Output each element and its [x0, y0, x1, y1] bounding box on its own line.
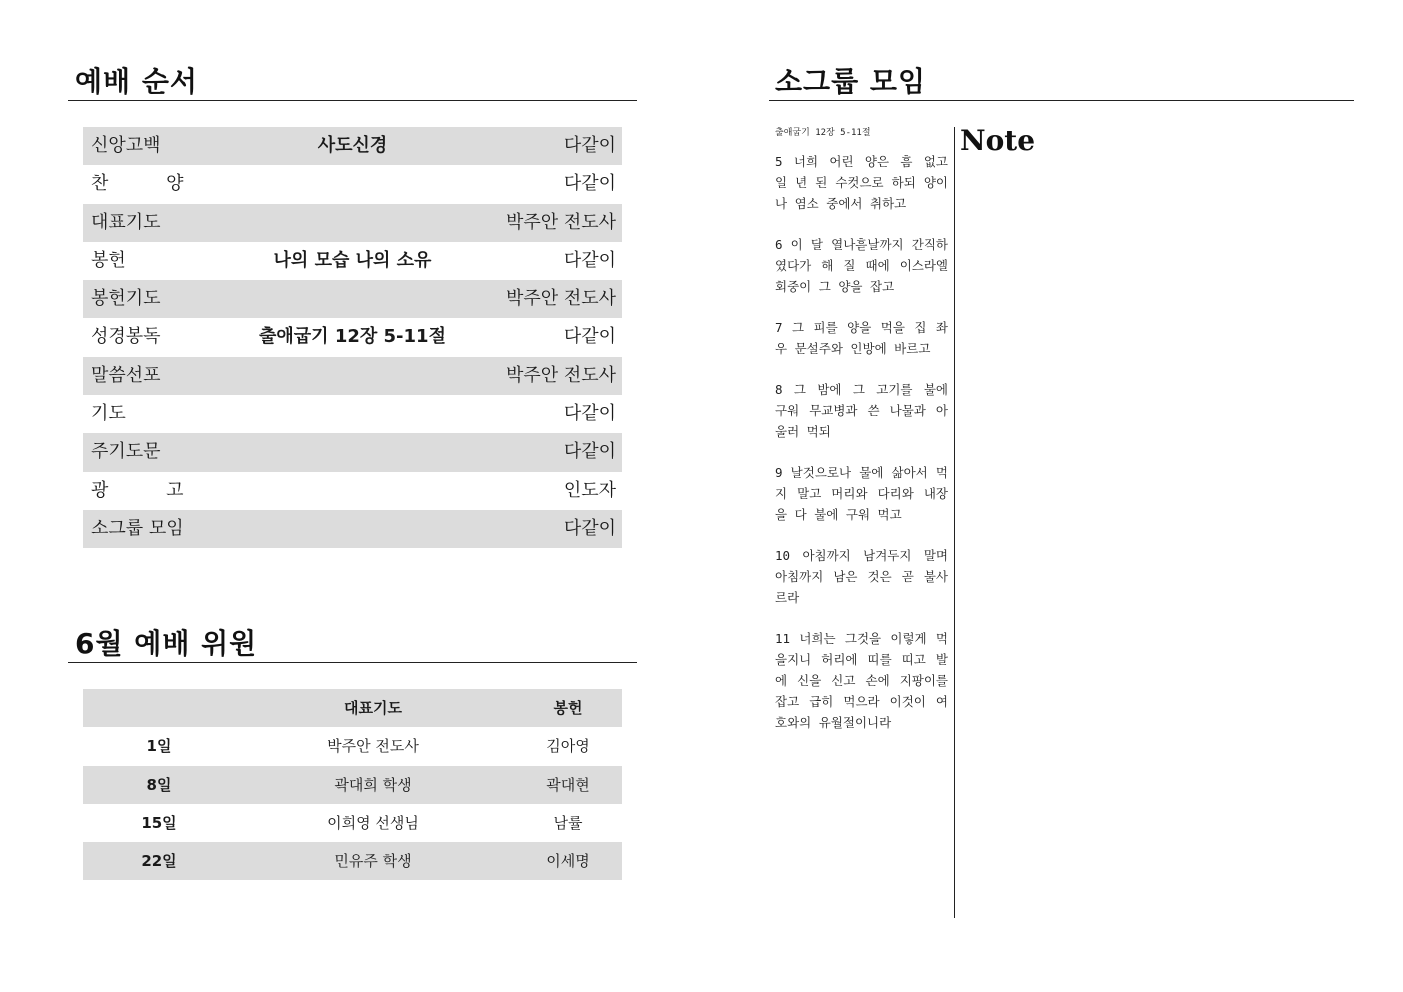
order-row: [83, 433, 622, 471]
roster-cell: 이세명: [546, 852, 590, 871]
order-item-name: 주기도문: [91, 441, 161, 463]
order-item-name: 말씀선포: [91, 364, 161, 386]
note-title: Note: [960, 124, 1036, 157]
order-item-name: 성경봉독: [91, 326, 161, 348]
order-title-rule: [68, 100, 637, 101]
roster-cell: 박주안 전도사: [327, 737, 419, 756]
roster-header-cell: 봉헌: [553, 699, 583, 717]
order-item-leader: 다같이: [563, 441, 616, 463]
scripture-column: [775, 125, 948, 753]
roster-cell: 15일: [141, 813, 177, 832]
order-item-name: 신앙고백: [91, 135, 161, 156]
order-item-content: 사도신경: [317, 135, 388, 156]
verse-paragraph: 7 그 피를 양을 먹을 집 좌우 문설주와 인방에 바르고: [775, 320, 948, 356]
order-item-leader: 다같이: [563, 326, 616, 348]
order-item-content: 나의 모습 나의 소유: [273, 249, 432, 271]
note-divider: [954, 127, 955, 918]
order-row: [83, 510, 622, 548]
roster-cell: 곽대희 학생: [334, 775, 412, 794]
order-item-leader: 다같이: [563, 517, 616, 539]
order-row: [83, 127, 622, 165]
verse-list: [775, 151, 948, 733]
roster-cell: 민유주 학생: [334, 852, 412, 871]
roster-cell: 곽대현: [546, 775, 590, 794]
roster-title-rule: [68, 662, 637, 663]
order-item-leader: 박주안 전도사: [505, 288, 616, 310]
order-item-name: 소그룹 모임: [91, 517, 184, 539]
roster-header-row: [83, 689, 622, 727]
roster-cell: 남률: [553, 813, 583, 832]
order-row: [83, 280, 622, 318]
order-row: [83, 204, 622, 242]
order-item-name: 봉헌: [91, 249, 126, 271]
order-row: [83, 318, 622, 356]
verse-paragraph: 11 너희는 그것을 이렇게 먹을지니 허리에 띠를 띠고 발에 신을 신고 손에 지팡이를 잡고 급히 먹으라 이것이 여호와의 유월절이니라: [775, 631, 948, 730]
order-row: [83, 472, 622, 510]
order-of-service-table: [83, 127, 622, 548]
order-item-leader: 인도자: [563, 479, 616, 501]
roster-row: [83, 842, 622, 880]
verse-paragraph: 5 너희 어린 양은 흠 없고 일 년 된 수컷으로 하되 양이나 염소 중에서 취하고: [775, 154, 948, 211]
verse-paragraph: 9 날것으로나 물에 삶아서 먹지 말고 머리와 다리와 내장을 다 불에 구워 먹고: [775, 465, 948, 522]
roster-section-title: 6월 예배 위원: [75, 627, 258, 660]
verse-paragraph: 10 아침까지 남겨두지 말며 아침까지 남은 것은 곧 불사르라: [775, 548, 948, 605]
roster-cell: 이희영 선생님: [327, 813, 419, 832]
order-row: [83, 165, 622, 203]
order-item-leader: 다같이: [563, 135, 616, 156]
small-group-title: 소그룹 모임: [775, 65, 926, 98]
roster-cell: 1일: [146, 737, 172, 756]
order-item-leader: 다같이: [563, 173, 616, 195]
roster-row: [83, 804, 622, 842]
order-item-name: 찬 양: [91, 173, 210, 195]
verse-paragraph: 8 그 밤에 그 고기를 불에 구워 무교병과 쓴 나물과 아울러 먹되: [775, 382, 948, 439]
order-item-name: 광 고: [91, 479, 210, 501]
order-row: [83, 357, 622, 395]
scripture-reference: 출애굽기 12장 5-11절: [775, 128, 871, 138]
order-item-name: 대표기도: [91, 211, 161, 233]
order-row: [83, 242, 622, 280]
order-item-content: 출애굽기 12장 5-11절: [259, 326, 446, 348]
roster-header-cell: 대표기도: [344, 699, 402, 717]
small-group-title-rule: [769, 100, 1354, 101]
order-item-name: 기도: [91, 403, 126, 425]
order-section-title: 예배 순서: [75, 65, 198, 98]
verse-paragraph: 6 이 달 열나흗날까지 간직하였다가 해 질 때에 이스라엘 회중이 그 양을 잡고: [775, 237, 948, 294]
order-item-name: 봉헌기도: [91, 288, 161, 310]
roster-row: [83, 727, 622, 765]
roster-cell: 8일: [146, 775, 172, 794]
order-item-leader: 다같이: [563, 249, 616, 271]
roster-row: [83, 766, 622, 804]
order-row: [83, 395, 622, 433]
roster-cell: 김아영: [546, 737, 590, 756]
june-roster-table: [83, 689, 622, 880]
order-item-leader: 박주안 전도사: [505, 211, 616, 233]
roster-cell: 22일: [141, 852, 177, 871]
order-item-leader: 다같이: [563, 403, 616, 425]
order-item-leader: 박주안 전도사: [505, 364, 616, 386]
